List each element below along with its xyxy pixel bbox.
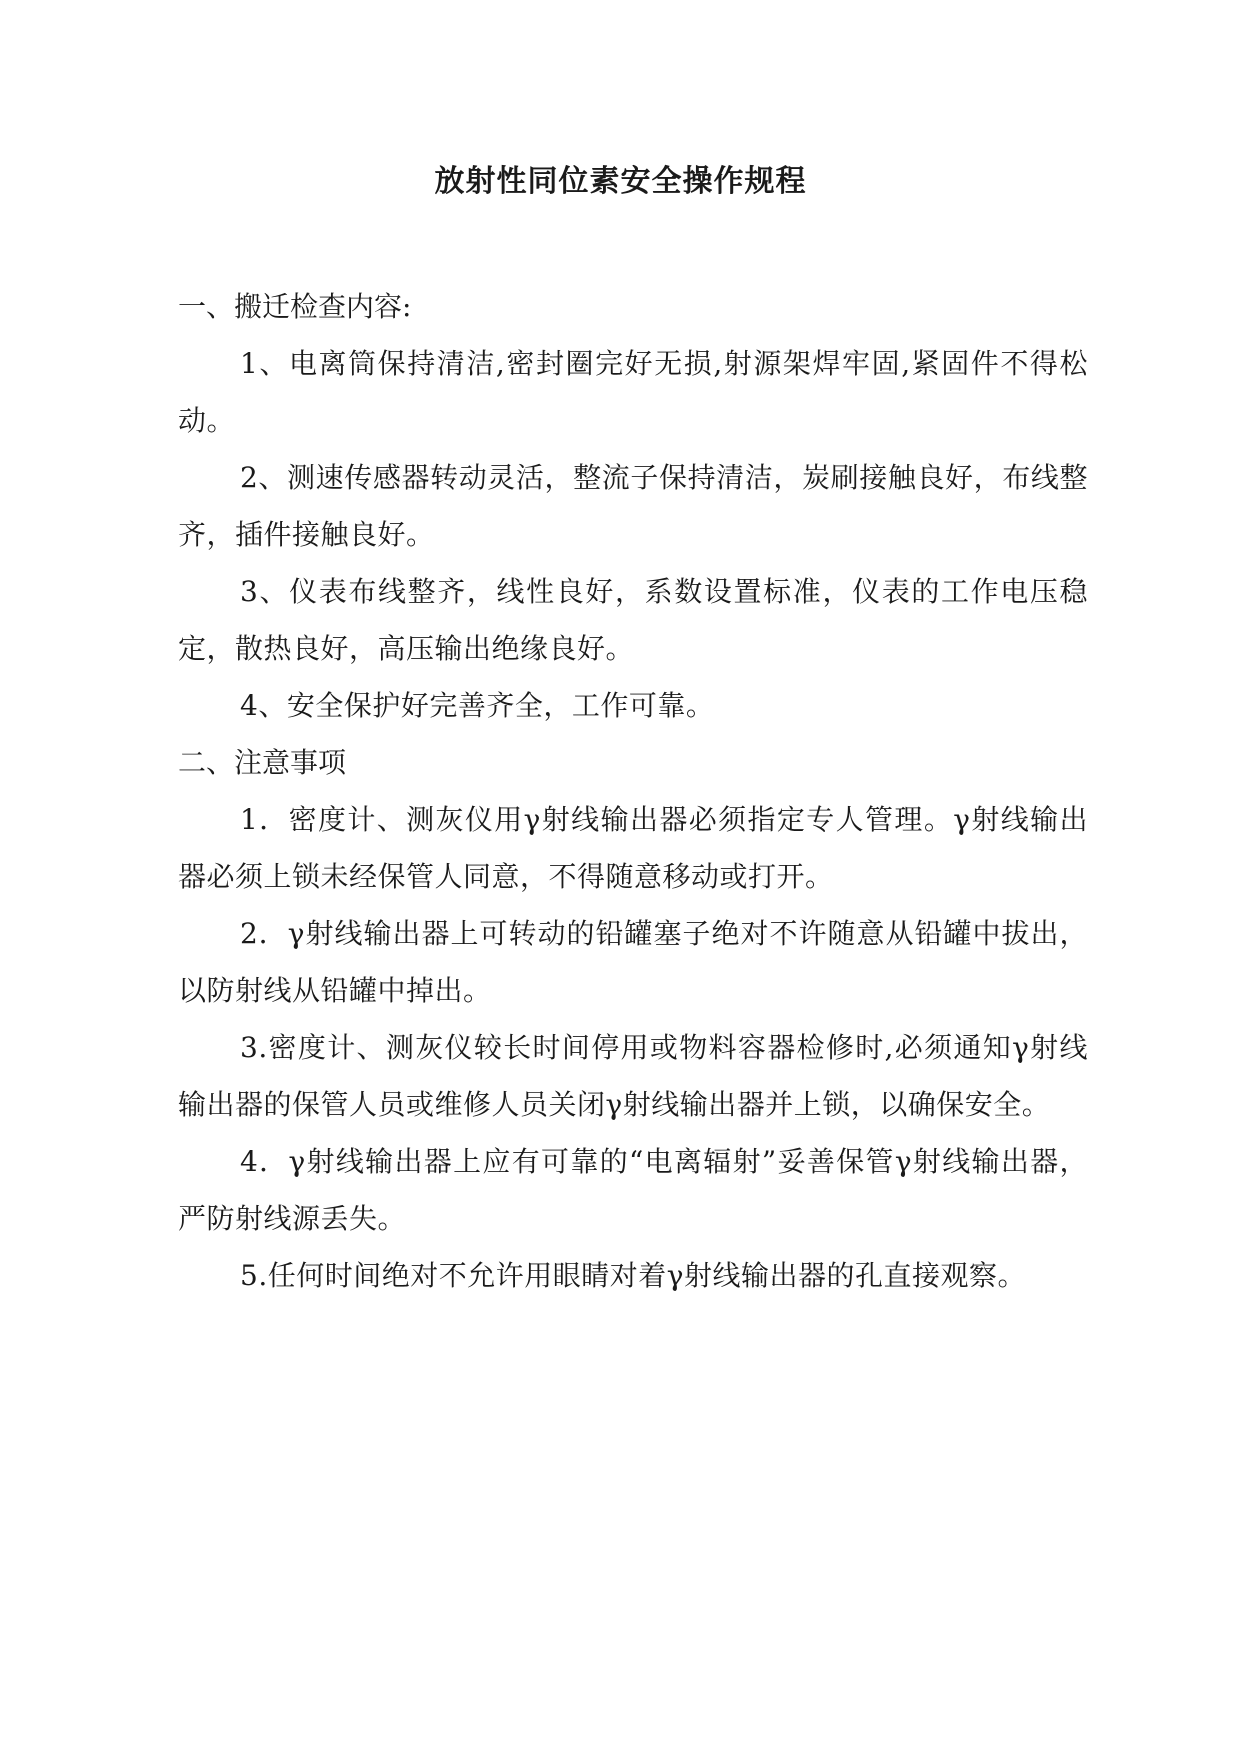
inspection-item-2: 2、测速传感器转动灵活，整流子保持清洁，炭刷接触良好，布线整齐，插件接触良好。: [178, 461, 1088, 551]
precaution-item-1: 1．密度计、测灰仪用γ射线输出器必须指定专人管理。γ射线输出器必须上锁未经保管人同意，不得随意移动或打开。: [178, 803, 1088, 893]
inspection-item-1: 1、电离筒保持清洁,密封圈完好无损,射源架焊牢固,紧固件不得松动。: [178, 347, 1088, 437]
precaution-item-4: 4．γ射线输出器上应有可靠的“电离辐射”妥善保管γ射线输出器，严防射线源丢失。: [178, 1145, 1088, 1235]
section-heading-precautions: 二、注意事项: [178, 746, 347, 779]
precaution-item-5: 5.任何时间绝对不允许用眼睛对着γ射线输出器的孔直接观察。: [240, 1259, 1026, 1292]
document-body: [178, 278, 1088, 1304]
precaution-item-2: 2．γ射线输出器上可转动的铅罐塞子绝对不许随意从铅罐中拔出，以防射线从铅罐中掉出。: [178, 917, 1088, 1007]
document-title: 放射性同位素安全操作规程: [434, 164, 807, 199]
precaution-item-3: 3.密度计、测灰仪较长时间停用或物料容器检修时,必须通知γ射线输出器的保管人员或维修人员关闭γ射线输出器并上锁，以确保安全。: [178, 1031, 1088, 1121]
section-heading-inspection: 一、搬迁检查内容:: [178, 290, 412, 323]
inspection-item-3: 3、仪表布线整齐，线性良好，系数设置标准，仪表的工作电压稳定，散热良好，高压输出绝缘良好。: [178, 575, 1088, 665]
inspection-item-4: 4、安全保护好完善齐全，工作可靠。: [240, 689, 715, 722]
